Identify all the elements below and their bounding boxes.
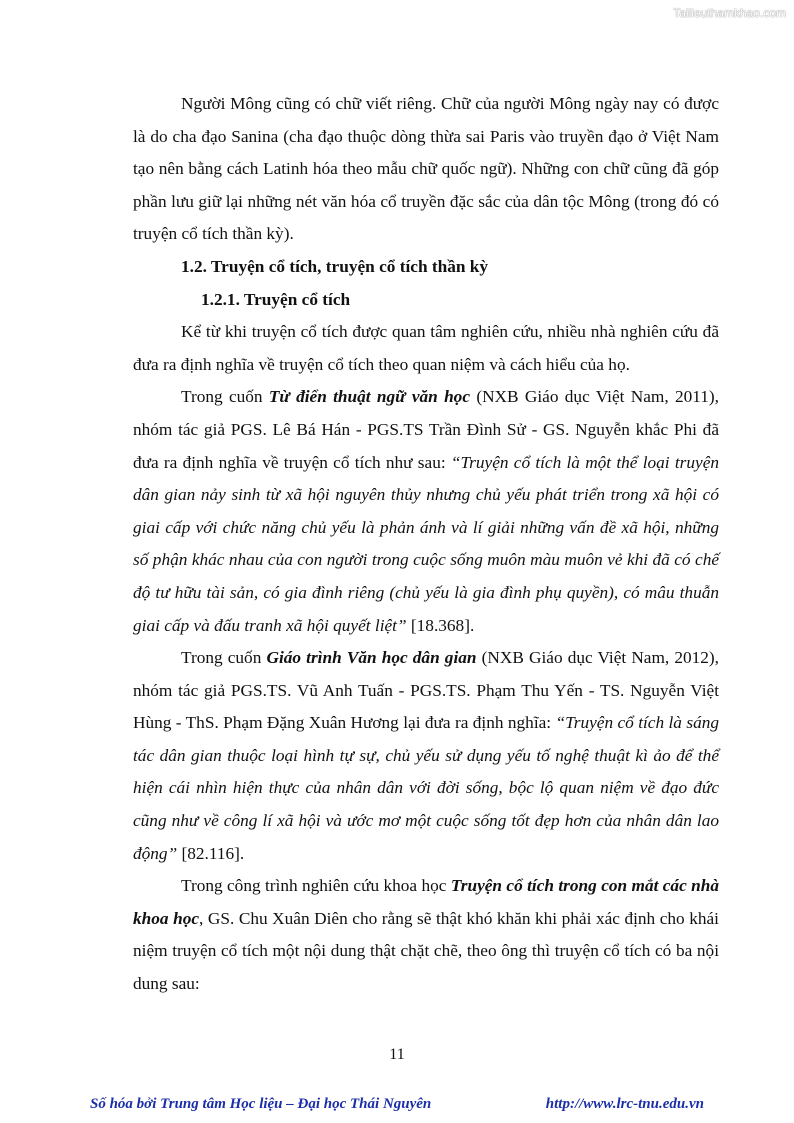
citation: [18.368]. bbox=[406, 615, 475, 635]
text-segment: (NXB Giáo dục Việt Nam, 2011), nhóm tác giả PGS. Lê Bá Hán - PGS.TS Trần Đình Sử - GS. Nguyễn khắc Phi đã đưa ra định nghĩa về truyện cổ tích như sau: bbox=[133, 387, 719, 472]
paragraph-dictionary-definition bbox=[133, 381, 719, 642]
book-title: Từ điển thuật ngữ văn học bbox=[268, 387, 470, 407]
paragraph-research-work bbox=[133, 870, 719, 1000]
text-segment: , GS. Chu Xuân Diên cho rằng sẽ thật khó khăn khi phải xác định cho khái niệm truyện cổ tích một nội dung thật chặt chẽ, theo ông thì truyện cổ tích có ba nội dung sau: bbox=[133, 908, 719, 994]
text-segment: (NXB Giáo dục Việt Nam, 2012), nhóm tác giả PGS.TS. Vũ Anh Tuấn - PGS.TS. Phạm Thu Yến - TS. Nguyễn Việt Hùng - ThS. Phạm Đặng Xuân Hương lại đưa ra định nghĩa: bbox=[133, 648, 719, 733]
text-segment: Trong cuốn bbox=[181, 387, 269, 407]
subsection-heading-1-2-1: 1.2.1. Truyện cổ tích bbox=[201, 289, 351, 309]
footer-source: Số hóa bởi Trung tâm Học liệu – Đại học Thái Nguyên bbox=[90, 1096, 432, 1112]
quoted-definition: “Truyện cổ tích là sáng tác dân gian thuộc loại hình tự sự, chủ yếu sử dụng yếu tố nghệ thuật kì ảo để thể hiện cái nhìn hiện thực của nhân dân với đời sống, bộc lộ quan niệm về đạo đức cũng như về công lí xã hội và ước mơ một cuộc sống tốt đẹp hơn của nhân dân lao động” bbox=[133, 713, 719, 863]
text-segment: Trong cuốn bbox=[181, 648, 267, 668]
footer-url: http://www.lrc-tnu.edu.vn bbox=[545, 1096, 704, 1112]
quoted-definition: “Truyện cổ tích là một thể loại truyện dân gian nảy sinh từ xã hội nguyên thủy nhưng chủ yếu phát triển trong xã hội có giai cấp với chức năng chủ yếu là phản ánh và lí giải những vấn đề xã hội, những số phận khác nhau của con người trong cuộc sống muôn màu muôn vẻ khi đã có chế độ tư hữu tài sản, có gia đình riêng (chủ yếu là gia đình phụ quyền), có mâu thuẫn giai cấp và đấu tranh xã hội quyết liệt” bbox=[133, 452, 720, 635]
section-heading-1-2: 1.2. Truyện cổ tích, truyện cổ tích thần kỳ bbox=[181, 256, 489, 276]
paragraph-intro-definitions: Kể từ khi truyện cổ tích được quan tâm nghiên cứu, nhiều nhà nghiên cứu đã đưa ra định nghĩa về truyện cổ tích theo quan niệm và cách hiểu của họ. bbox=[133, 322, 719, 374]
watermark-text: Tailieuthamkhao.com bbox=[673, 6, 786, 20]
work-title: Truyện cổ tích trong con mắt các nhà khoa học bbox=[133, 876, 719, 928]
page-body bbox=[133, 88, 719, 1001]
page-number: 11 bbox=[389, 1046, 405, 1063]
book-title: Giáo trình Văn học dân gian bbox=[266, 648, 477, 668]
paragraph-textbook-definition bbox=[133, 642, 719, 870]
citation: [82.116]. bbox=[177, 843, 245, 863]
paragraph-mong-script: Người Mông cũng có chữ viết riêng. Chữ của người Mông ngày nay có được là do cha đạo Sanina (cha đạo thuộc dòng thừa sai Paris vào truyền đạo ở Việt Nam tạo nên bằng cách Latinh hóa theo mẫu chữ quốc ngữ). Những con chữ cũng đã góp phần lưu giữ lại những nét văn hóa cổ truyền đặc sắc của dân tộc Mông (trong đó có truyện cổ tích thần kỳ). bbox=[133, 94, 719, 244]
text-segment: Trong công trình nghiên cứu khoa học bbox=[181, 876, 451, 896]
